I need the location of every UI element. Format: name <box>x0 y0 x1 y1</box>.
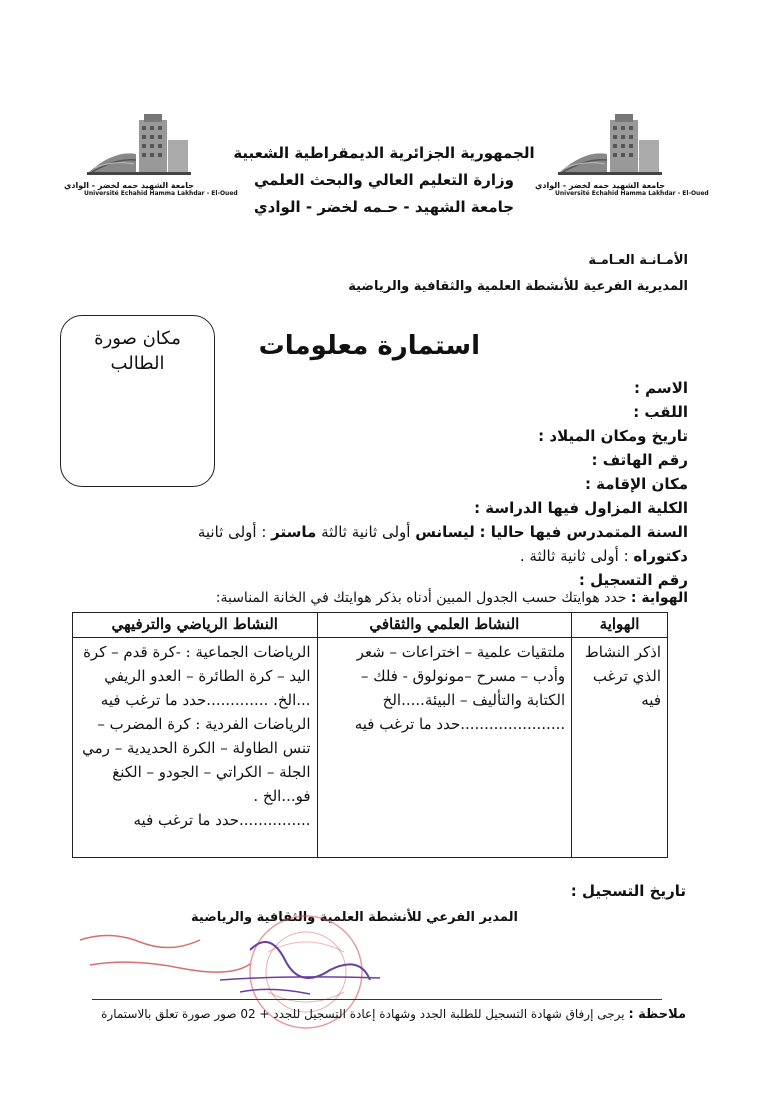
university-logo-right <box>535 110 709 205</box>
header-republic: الجمهورية الجزائرية الديمقراطية الشعبية <box>233 144 535 162</box>
doctorate-options: : أولى ثانية ثالثة . <box>519 547 629 565</box>
header-ministry: وزارة التعليم العالي والبحث العلمي <box>253 171 515 189</box>
field-birth: تاريخ ومكان الميلاد : <box>538 427 688 445</box>
sub-director-title: المدير الفرعي للأنشطة العلمية والثقافية والرياضية <box>191 910 518 925</box>
note <box>101 1007 686 1022</box>
building-logo-icon <box>84 110 194 180</box>
note-text: يرجى إرفاق شهادة التسجيل للطلبة الجدد وشهادة إعادة التسجيل للجدد + 02 صور صورة تعلق بالاستمارة <box>101 1007 625 1021</box>
hobby-instruction <box>216 590 688 606</box>
header-sports-leisure: النشاط الرياضي والترفيهي <box>73 613 318 638</box>
hobby-label: الهواية : <box>630 590 688 606</box>
licence-options: أولى ثانية ثالثة <box>316 523 411 541</box>
logo-caption-french: Université Echahid Hamma Lakhdar - El-Oued <box>84 190 238 197</box>
cell-scientific-cultural: ملتقيات علمية – اختراعات – شعر وأدب – مسرح –مونولوق - فلك – الكتابة والتأليف – البيئة.....الخ ......................حدد ما ترغب فيه <box>317 638 572 858</box>
form-title: استمارة معلومات <box>258 331 480 361</box>
field-registration-number: رقم التسجيل : <box>578 571 688 589</box>
field-study-year <box>48 520 688 544</box>
field-faculty: الكلية المزاول فيها الدراسة : <box>474 499 688 517</box>
general-secretariat: الأمـانـة العـامـة <box>588 253 688 268</box>
logo-caption-french: Université Echahid Hamma Lakhdar - El-Oued <box>555 190 709 197</box>
master-options: : أولى ثانية <box>197 523 267 541</box>
divider <box>92 999 662 1000</box>
doctorate-label: دكتوراه <box>633 547 688 565</box>
photo-box-label-1: مكان صورة <box>94 328 181 349</box>
master-label: ماستر <box>271 523 317 541</box>
cell-hobby-instruction: اذكر النشاط الذي ترغب فيه <box>572 638 668 858</box>
individual-sports-text: الرياضات الفردية : كرة المضرب – تنس الطاولة – الكرة الحديدية – رمي الجلة – الكراتي – الجودو – الكنغ فو...الخ . <box>82 715 311 805</box>
form-fields <box>48 376 688 592</box>
study-year-label: السنة المتمدرس فيها حاليا : <box>479 523 688 541</box>
note-label: ملاحظة : <box>628 1007 686 1022</box>
field-doctorate <box>48 544 688 568</box>
building-logo-icon <box>555 110 665 180</box>
field-phone: رقم الهاتف : <box>591 451 688 469</box>
sub-directorate: المديرية الفرعية للأنشطة العلمية والثقافية والرياضية <box>348 279 688 294</box>
specify-sports-text: ...............حدد ما ترغب فيه <box>133 811 311 829</box>
photo-box-label-2: الطالب <box>110 353 165 374</box>
hobby-table <box>72 612 668 858</box>
registration-date: تاريخ التسجيل : <box>570 882 686 900</box>
administration-block <box>348 248 688 300</box>
cell-sports-leisure <box>73 638 318 858</box>
licence-label: ليسانس <box>415 523 475 541</box>
logo-caption-arabic: جامعة الشهيد حمه لخضر - الوادي <box>535 181 665 190</box>
table-header-row <box>73 613 668 638</box>
hobby-text: حدد هوايتك حسب الجدول المبين أدناه بذكر هوايتك في الخانة المناسبة: <box>215 590 627 606</box>
field-surname: اللقب : <box>633 403 688 421</box>
field-name: الاسم : <box>633 379 688 397</box>
header-hobby: الهواية <box>572 613 668 638</box>
table-row <box>73 638 668 858</box>
university-logo-left <box>64 110 238 205</box>
logo-caption-arabic: جامعة الشهيد حمه لخضر - الوادي <box>64 181 194 190</box>
header-scientific-cultural: النشاط العلمي والثقافي <box>317 613 572 638</box>
field-residence: مكان الإقامة : <box>584 475 688 493</box>
official-header <box>214 140 554 221</box>
header-university: جامعة الشهيد - حـمه لخضر - الوادي <box>253 198 515 216</box>
team-sports-text: الرياضات الجماعية : -كرة قدم – كرة اليد – كرة الطائرة – العدو الريفي ...الخ. .............حدد ما ترغب فيه <box>83 643 311 709</box>
